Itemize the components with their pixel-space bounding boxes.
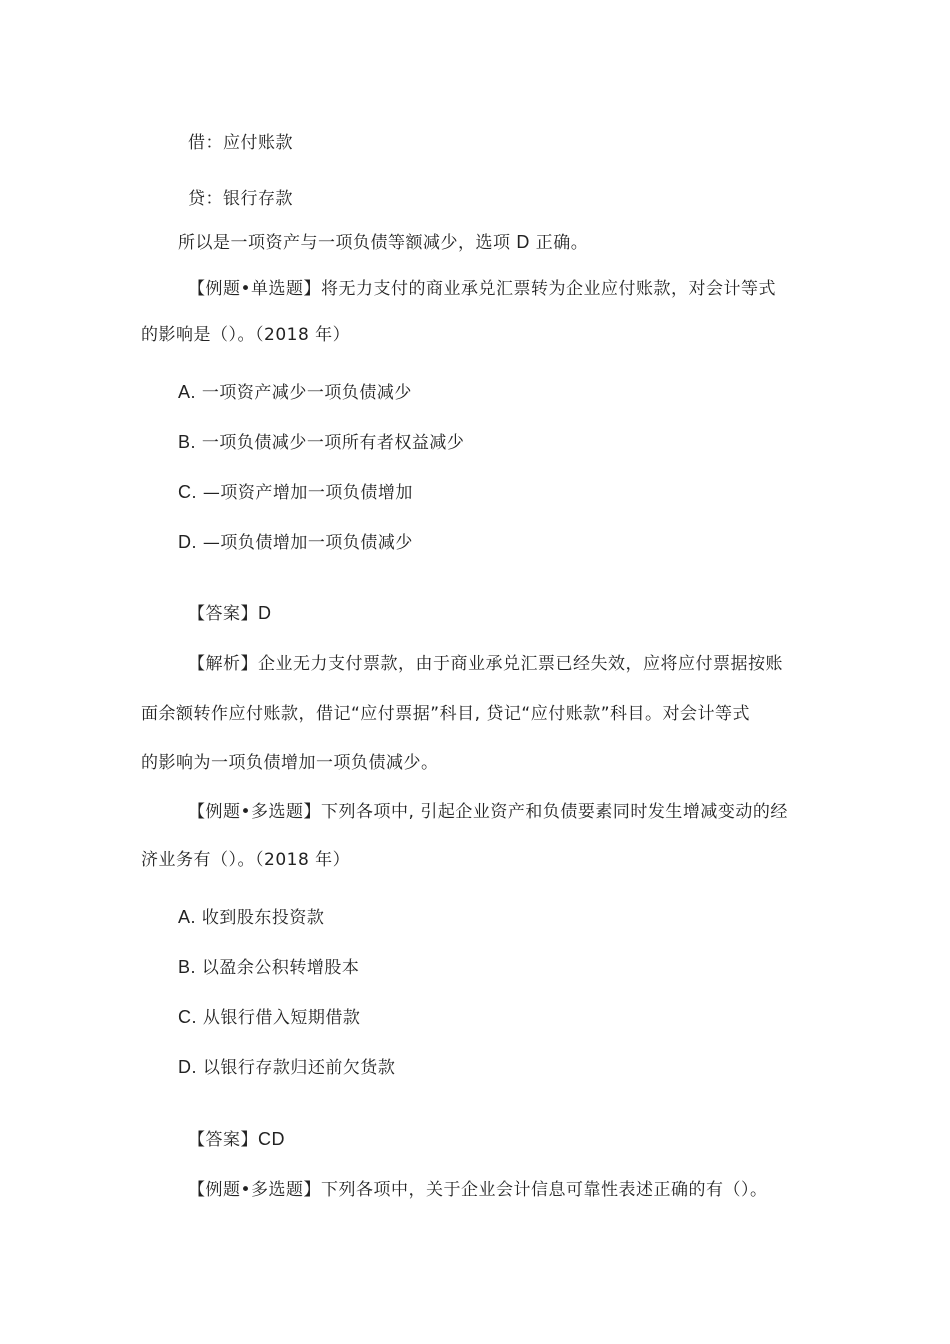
prev-conclusion — [178, 230, 588, 255]
option-text: 一项资产减少一项负债减少 — [201, 383, 412, 403]
answer-value: D — [258, 603, 272, 623]
option-text: 以银行存款归还前欠货款 — [202, 1058, 396, 1078]
q1-option-d — [178, 530, 413, 555]
q2-option-d — [178, 1055, 395, 1080]
option-text: 收到股东投资款 — [201, 908, 325, 928]
option-letter: A. — [178, 907, 197, 927]
q1-explanation-line3: 的影响为一项负债增加一项负债减少。 — [141, 753, 439, 773]
option-text: 一项负债减少一项所有者权益减少 — [201, 433, 465, 453]
answer-label: 【答案】 — [188, 1130, 258, 1150]
q1-stem-line1: 【例题•单选题】将无力支付的商业承兑汇票转为企业应付账款，对会计等式 — [188, 279, 777, 299]
option-letter: D. — [178, 1057, 197, 1077]
option-text: —项负债增加一项负债减少 — [202, 533, 413, 553]
q1-option-b — [178, 430, 464, 455]
option-letter: A. — [178, 382, 197, 402]
q1-stem-line2: 的影响是（）。（2018 年） — [141, 325, 351, 345]
q1-answer — [188, 601, 272, 626]
option-letter: B. — [178, 432, 197, 452]
option-text: 从银行借入短期借款 — [202, 1008, 361, 1028]
q3-stem-line1: 【例题•多选题】下列各项中，关于企业会计信息可靠性表述正确的有（）。 — [188, 1180, 768, 1200]
option-letter: C. — [178, 482, 197, 502]
q2-option-a — [178, 905, 324, 930]
q2-stem-line1: 【例题•多选题】下列各项中, 引起企业资产和负债要素同时发生增减变动的经 — [188, 802, 788, 822]
prev-conclusion-option: D — [516, 232, 530, 252]
q1-explanation-line1: 【解析】企业无力支付票款，由于商业承兑汇票已经失效，应将应付票据按账 — [188, 654, 783, 674]
option-letter: B. — [178, 957, 197, 977]
q2-stem-line2: 济业务有（）。（2018 年） — [141, 850, 351, 870]
prev-conclusion-text: 所以是一项资产与一项负债等额减少，选项 — [178, 233, 517, 253]
q2-option-c — [178, 1005, 360, 1030]
answer-value: CD — [258, 1129, 285, 1149]
q2-option-b — [178, 955, 359, 980]
q1-option-a — [178, 380, 412, 405]
q1-explanation-line2: 面余额转作应付账款，借记“应付票据”科目, 贷记“应付账款”科目。对会计等式 — [141, 704, 751, 724]
journal-debit-line: 借：应付账款 — [188, 133, 293, 153]
answer-label: 【答案】 — [188, 604, 258, 624]
q2-answer — [188, 1127, 285, 1152]
option-letter: C. — [178, 1007, 197, 1027]
prev-conclusion-tail: 正确。 — [529, 233, 589, 253]
option-text: —项资产增加一项负债增加 — [202, 483, 413, 503]
journal-credit-line: 贷：银行存款 — [188, 189, 293, 209]
q1-option-c — [178, 480, 413, 505]
option-letter: D. — [178, 532, 197, 552]
option-text: 以盈余公积转增股本 — [201, 958, 360, 978]
